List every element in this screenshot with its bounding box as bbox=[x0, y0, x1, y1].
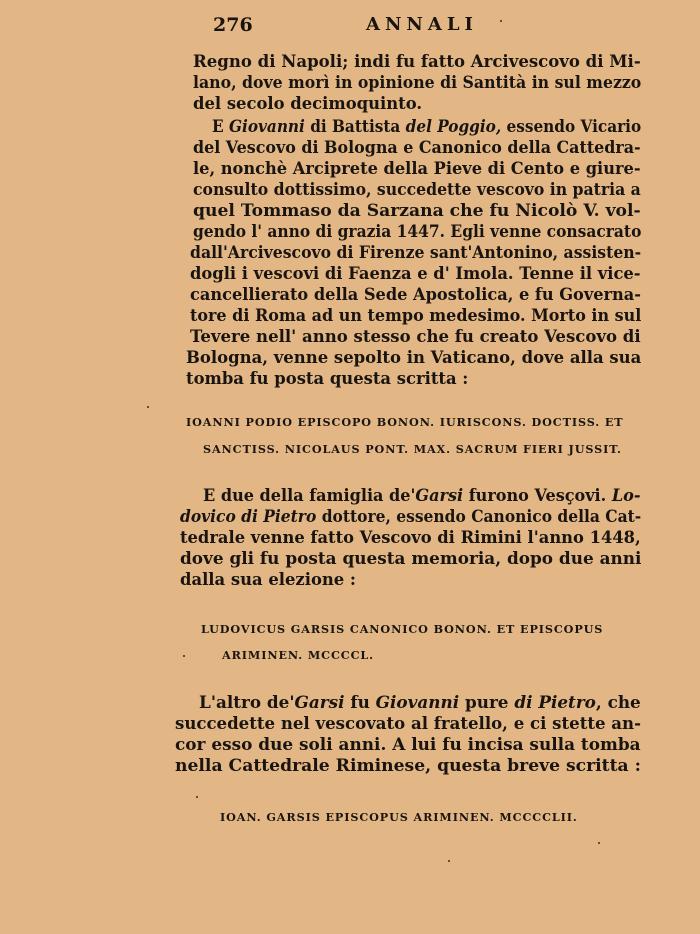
text-line: tore di Roma ad un tempo medesimo. Morto in sul bbox=[190, 306, 642, 325]
running-title: ANNALI bbox=[366, 14, 478, 35]
name-garsi: Garsi bbox=[415, 486, 464, 505]
text-line: dalla sua elezione : bbox=[180, 570, 356, 589]
name-giovanni: Giovanni bbox=[228, 117, 305, 136]
inscription-line: LUDOVICUS GARSIS CANONICO BONON. ET EPISCOPUS bbox=[201, 622, 604, 636]
paper-speck bbox=[598, 842, 600, 844]
text-line: Bologna, venne sepolto in Vaticano, dove alla sua bbox=[186, 348, 642, 367]
text-line: quel Tommaso da Sarzana che fu Nicolò V. vol- bbox=[193, 201, 641, 220]
text-line: del Vescovo di Bologna e Canonico della Cattedra- bbox=[193, 138, 641, 157]
text-line: cor esso due soli anni. A lui fu incisa sulla tomba bbox=[175, 735, 641, 754]
text-line: tomba fu posta questa scritta : bbox=[186, 369, 469, 388]
text-line: L'altro de'Garsi fu Giovanni pure di Pietro, che bbox=[199, 693, 641, 712]
text-line: del secolo decimoquinto. bbox=[193, 94, 423, 113]
text-line: E Giovanni di Battista del Poggio, essendo Vicario bbox=[212, 117, 642, 136]
text-line: gendo l' anno di grazia 1447. Egli venne consacrato bbox=[193, 222, 642, 241]
paper-speck bbox=[500, 20, 502, 22]
text-line: dogli i vescovi di Faenza e d' Imola. Tenne il vice- bbox=[190, 264, 641, 283]
text-line: dovico di Pietro dottore, essendo Canonico della Cat- bbox=[180, 507, 642, 526]
paper-speck bbox=[147, 406, 149, 408]
text-line: Regno di Napoli; indi fu fatto Arcivescovo di Mi- bbox=[193, 52, 641, 71]
name-del-poggio: del Poggio, bbox=[405, 117, 502, 136]
page-number: 276 bbox=[213, 14, 253, 36]
paper-speck bbox=[448, 860, 450, 862]
paper-speck bbox=[183, 655, 185, 657]
inscription-line: IOAN. GARSIS EPISCOPUS ARIMINEN. MCCCCLII. bbox=[220, 810, 578, 824]
text-line: nella Cattedrale Riminese, questa breve scritta : bbox=[175, 756, 641, 775]
inscription-line: ARIMINEN. MCCCCL. bbox=[222, 648, 374, 662]
text-line: cancellierato della Sede Apostolica, e fu Governa- bbox=[190, 285, 642, 304]
text-line: le, nonchè Arciprete della Pieve di Cento e giure- bbox=[193, 159, 641, 178]
text-line: Tevere nell' anno stesso che fu creato Vescovo di bbox=[190, 327, 641, 346]
name-lodovico: dovico di Pietro bbox=[180, 507, 317, 526]
paper-speck bbox=[196, 796, 198, 798]
text-line: dall'Arcivescovo di Firenze sant'Antonino, assisten- bbox=[190, 243, 642, 262]
text-line: dove gli fu posta questa memoria, dopo due anni bbox=[180, 549, 642, 568]
text-line: succedette nel vescovato al fratello, e ci stette an- bbox=[175, 714, 641, 733]
text-line: lano, dove morì in opinione di Santità in sul mezzo bbox=[193, 73, 642, 92]
text-line: E due della famiglia de'Garsi furono Vesçovi. Lo- bbox=[203, 486, 641, 505]
inscription-line: IOANNI PODIO EPISCOPO BONON. IURISCONS. DOCTISS. ET bbox=[186, 415, 624, 429]
text-line: consulto dottissimo, succedette vescovo in patria a bbox=[193, 180, 641, 199]
text-line: tedrale venne fatto Vescovo di Rimini l'anno 1448, bbox=[180, 528, 641, 547]
inscription-line: SANCTISS. NICOLAUS PONT. MAX. SACRUM FIERI JUSSIT. bbox=[203, 442, 622, 456]
